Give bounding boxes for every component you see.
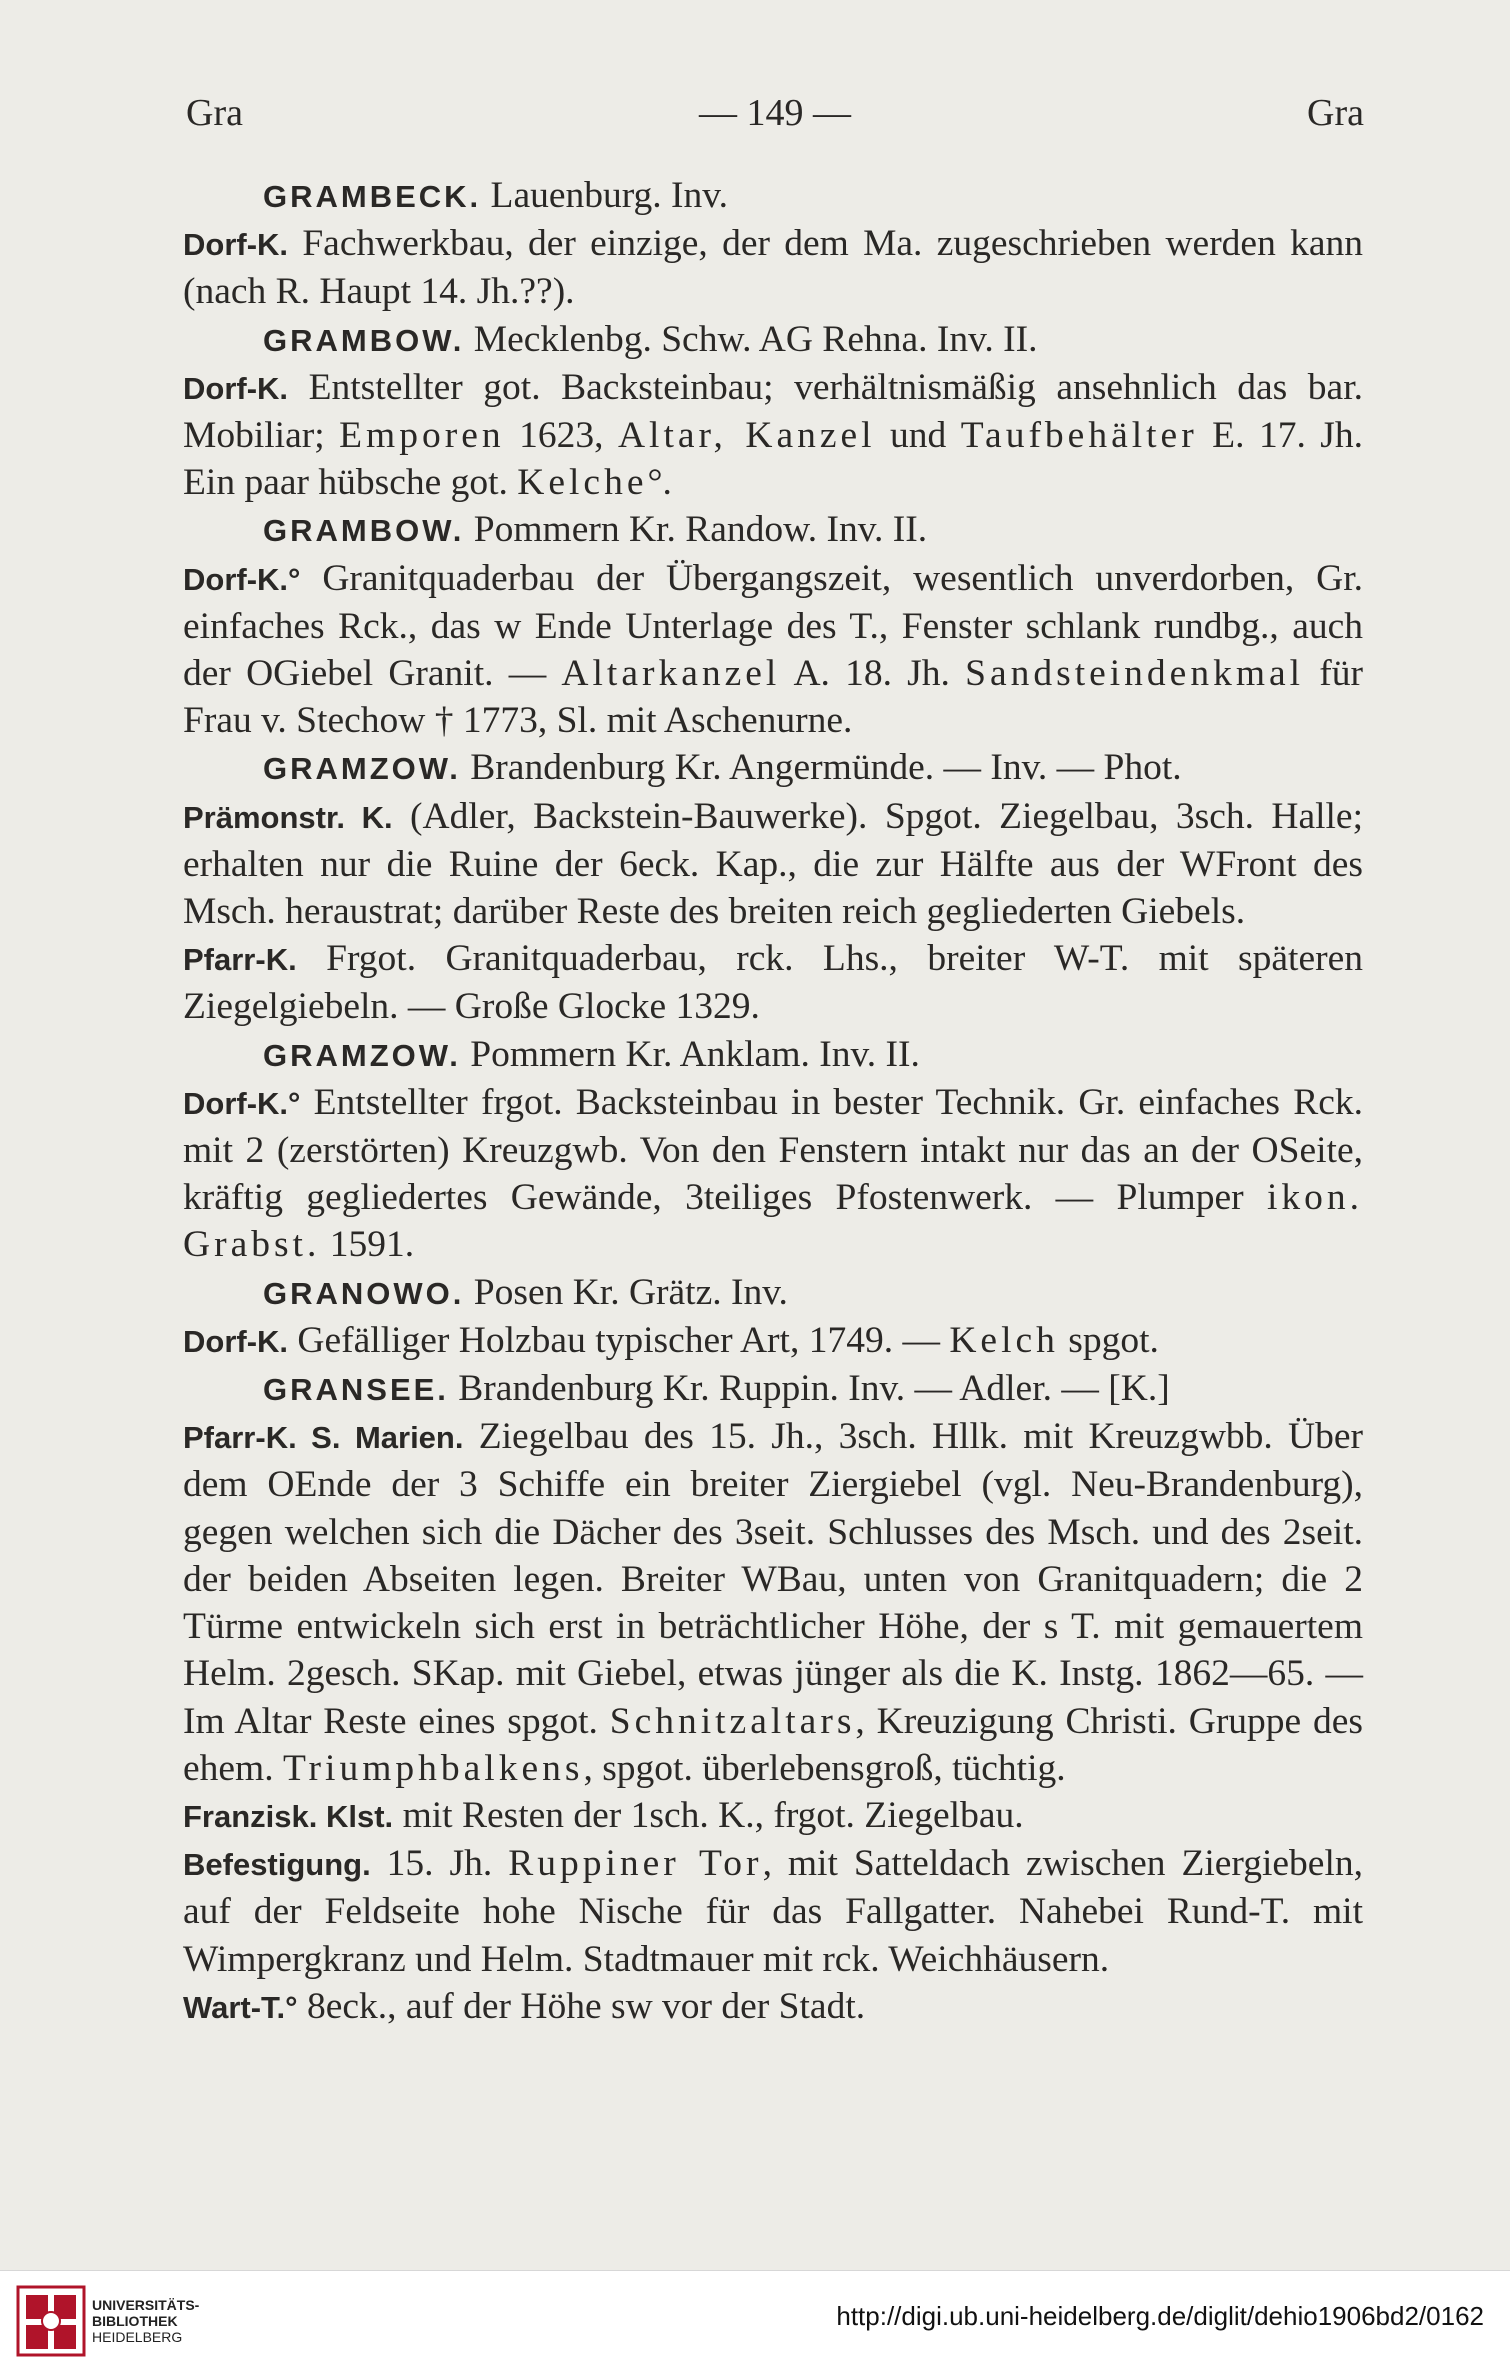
entry-text: , spgot. überlebensgroß, tüchtig. (583, 1747, 1066, 1789)
entry-text: 15. Jh. (370, 1843, 509, 1885)
viewer-footer (0, 2270, 1510, 2370)
entry-label: Wart-T.° (183, 1989, 298, 2025)
entry-text: Frgot. Granitquaderbau, rck. Lhs., breiter W-T. mit späteren Ziegelgiebeln. — Große Glocke 1329. (183, 938, 1363, 1028)
entry-label: Befestigung. (183, 1847, 371, 1883)
entry-grambeck-dorfk (183, 220, 1363, 315)
entry-text: , Kreuzigung Christi. Gruppe des ehem. (183, 1700, 1364, 1789)
permalink-url[interactable]: http://digi.ub.uni-heidelberg.de/diglit/dehio1906bd2/0162 (836, 2301, 1484, 2331)
headword: GRAMBOW. (263, 322, 465, 358)
headword: GRAMBECK. (263, 179, 482, 214)
headword: GRANOWO. (263, 1275, 465, 1311)
entry-text: Gefälliger Holzbau typischer Art, 1749. — (288, 1319, 950, 1361)
spaced-term: ikon. Grabst. (183, 1177, 1363, 1266)
entry-text: Entstellter frgot. Backsteinbau in bester Technik. Gr. einfaches Rck. mit 2 (zerstörten) Kreuzgwb. Von den Fenstern intakt nur das an der OSeite, kräftig gegliedertes Gewände, 3teiliges Pfostenwerk. — Plumper (183, 1081, 1363, 1219)
entry-text: spgot. (1058, 1319, 1159, 1361)
spaced-term: Kelch (949, 1319, 1059, 1361)
entry-text: Pommern Kr. Anklam. Inv. II. (460, 1033, 920, 1075)
spaced-term: Triumphbalkens (282, 1747, 584, 1789)
headword: GRANSEE. (263, 1372, 449, 1408)
entry-granowo-dorfk (183, 1317, 1363, 1365)
entry-gramzow-brandenburg (183, 744, 1363, 792)
entry-gramzow-pommern-dorfk (183, 1079, 1363, 1269)
entry-label: Pfarr-K. S. Marien. (183, 1420, 464, 1456)
entry-text: °. (647, 462, 672, 504)
library-name-line: UNIVERSITÄTS- (92, 2297, 200, 2313)
page-number: — 149 — (699, 92, 851, 134)
entry-text: Ziegelbau des 15. Jh., 3sch. Hllk. mit Kreuzgwbb. Über dem OEnde der 3 Schiffe ein breiter Ziergiebel (vgl. Neu-Brandenburg), gegen welchen sich die Dächer des 3seit. Schlusses des Msch. und des 2seit. der beiden Abseiten legen. Breiter WBau, unten von Granitquadern; die 2 Türme entwickeln sich erst in beträchtlicher Höhe, der s T. mit gemauertem Helm. 2gesch. SKap. mit Giebel, etwas jünger als die K. Instg. 1862—65. — Im Altar Reste eines spgot. (183, 1416, 1363, 1742)
spaced-term: Schnitzaltars (609, 1700, 856, 1742)
running-head (186, 88, 1364, 138)
entry-grambow-pommern-dorfk (183, 555, 1363, 745)
entry-grambow-pommern (183, 506, 1363, 554)
entry-text: Brandenburg Kr. Ruppin. Inv. — Adler. — [K.] (448, 1368, 1170, 1410)
spaced-term: Altar, Kanzel (617, 415, 876, 457)
headword: GRAMBOW. (263, 513, 465, 549)
entry-text: E. 17. Jh. Ein paar hübsche got. (183, 415, 1364, 504)
entry-text: Lauenburg. Inv. (481, 175, 728, 216)
headword: GRAMZOW. (263, 1037, 461, 1073)
entry-gransee-wartt (183, 1983, 1363, 2031)
spaced-term: Taufbehälter (960, 415, 1198, 457)
entry-text: mit Resten der 1sch. K., frgot. Ziegelbau. (393, 1794, 1024, 1836)
entry-gransee-franzisk (183, 1792, 1363, 1840)
entry-text: Granitquaderbau der Übergangszeit, wesentlich unverdorben, Gr. einfaches Rck., das w Ende Unterlage des T., Fenster schlank rundbg., auch der OGiebel Granit. — (183, 557, 1363, 695)
entry-grambow-mecklenburg-dorfk (183, 364, 1363, 507)
entry-text: (Adler, Backstein-Bauwerke). Spgot. Ziegelbau, 3sch. Halle; erhalten nur die Ruine der 6eck. Kap., die zur Hälfte aus der WFront des Msch. heraustrat; darüber Reste des breiten reich gegliederten Giebels. (183, 795, 1363, 933)
library-name-line: HEIDELBERG (92, 2329, 183, 2345)
entry-text: und (875, 415, 961, 457)
entry-text: Pommern Kr. Randow. Inv. II. (464, 509, 928, 551)
entry-label: Franzisk. Klst. (183, 1798, 394, 1834)
entry-label: Dorf-K. (183, 370, 289, 406)
headword: GRAMZOW. (263, 751, 461, 787)
entry-text: Entstellter got. Backsteinbau; verhältnismäßig ansehnlich das bar. Mobiliar; (183, 366, 1363, 457)
running-head-left: Gra (186, 92, 243, 134)
entry-label: Prämonstr. K. (183, 799, 393, 835)
entry-text: 8eck., auf der Höhe sw vor der Stadt. (297, 1985, 866, 2027)
entry-gransee-befestigung (183, 1840, 1363, 1983)
library-name-line: BIBLIOTHEK (92, 2313, 178, 2329)
entry-label: Dorf-K. (183, 1323, 289, 1359)
page-body (183, 172, 1363, 2031)
university-seal-icon (16, 2285, 86, 2357)
entry-gramzow-praemonstr (183, 793, 1363, 936)
entry-text: A. 18. Jh. (780, 653, 966, 695)
entry-gramzow-pommern (183, 1031, 1363, 1079)
entry-label: Pfarr-K. (183, 942, 297, 978)
entry-label: Dorf-K. (183, 227, 289, 263)
entry-text: 1591. (320, 1224, 415, 1266)
entry-gransee (183, 1365, 1363, 1413)
spaced-term: Ruppiner Tor (508, 1843, 763, 1885)
entry-text: Fachwerkbau, der einzige, der dem Ma. zugeschrieben werden kann (nach R. Haupt 14. Jh.??). (183, 223, 1363, 313)
entry-text: Mecklenbg. Schw. AG Rehna. Inv. II. (464, 318, 1038, 360)
entry-label: Dorf-K.° (183, 561, 301, 597)
spaced-term: Sandsteindenkmal (965, 653, 1305, 695)
spaced-term: Emporen (339, 415, 505, 457)
entry-grambeck (183, 172, 1363, 220)
entry-label: Dorf-K.° (183, 1085, 301, 1121)
entry-gransee-pfarrk (183, 1413, 1363, 1792)
entry-gramzow-pfarrk (183, 935, 1363, 1030)
entry-granowo (183, 1269, 1363, 1317)
entry-text: , mit Satteldach zwischen Ziergiebeln, auf der Feldseite hohe Nische für das Fallgatter. Nahebei Rund-T. mit Wimpergkranz und Helm. Stadtmauer mit rck. Weichhäusern. (183, 1843, 1363, 1980)
library-name (92, 2297, 199, 2345)
entry-grambow-mecklenburg (183, 316, 1363, 364)
spaced-term: Kelche (517, 462, 648, 504)
entry-text: 1623, (504, 415, 618, 457)
running-head-right: Gra (1307, 92, 1364, 134)
entry-text: Brandenburg Kr. Angermünde. — Inv. — Phot. (460, 747, 1182, 789)
entry-text: für Frau v. Stechow † 1773, Sl. mit Aschenurne. (183, 653, 1363, 742)
entry-text: Posen Kr. Grätz. Inv. (464, 1271, 788, 1313)
spaced-term: Altarkanzel (561, 653, 781, 695)
